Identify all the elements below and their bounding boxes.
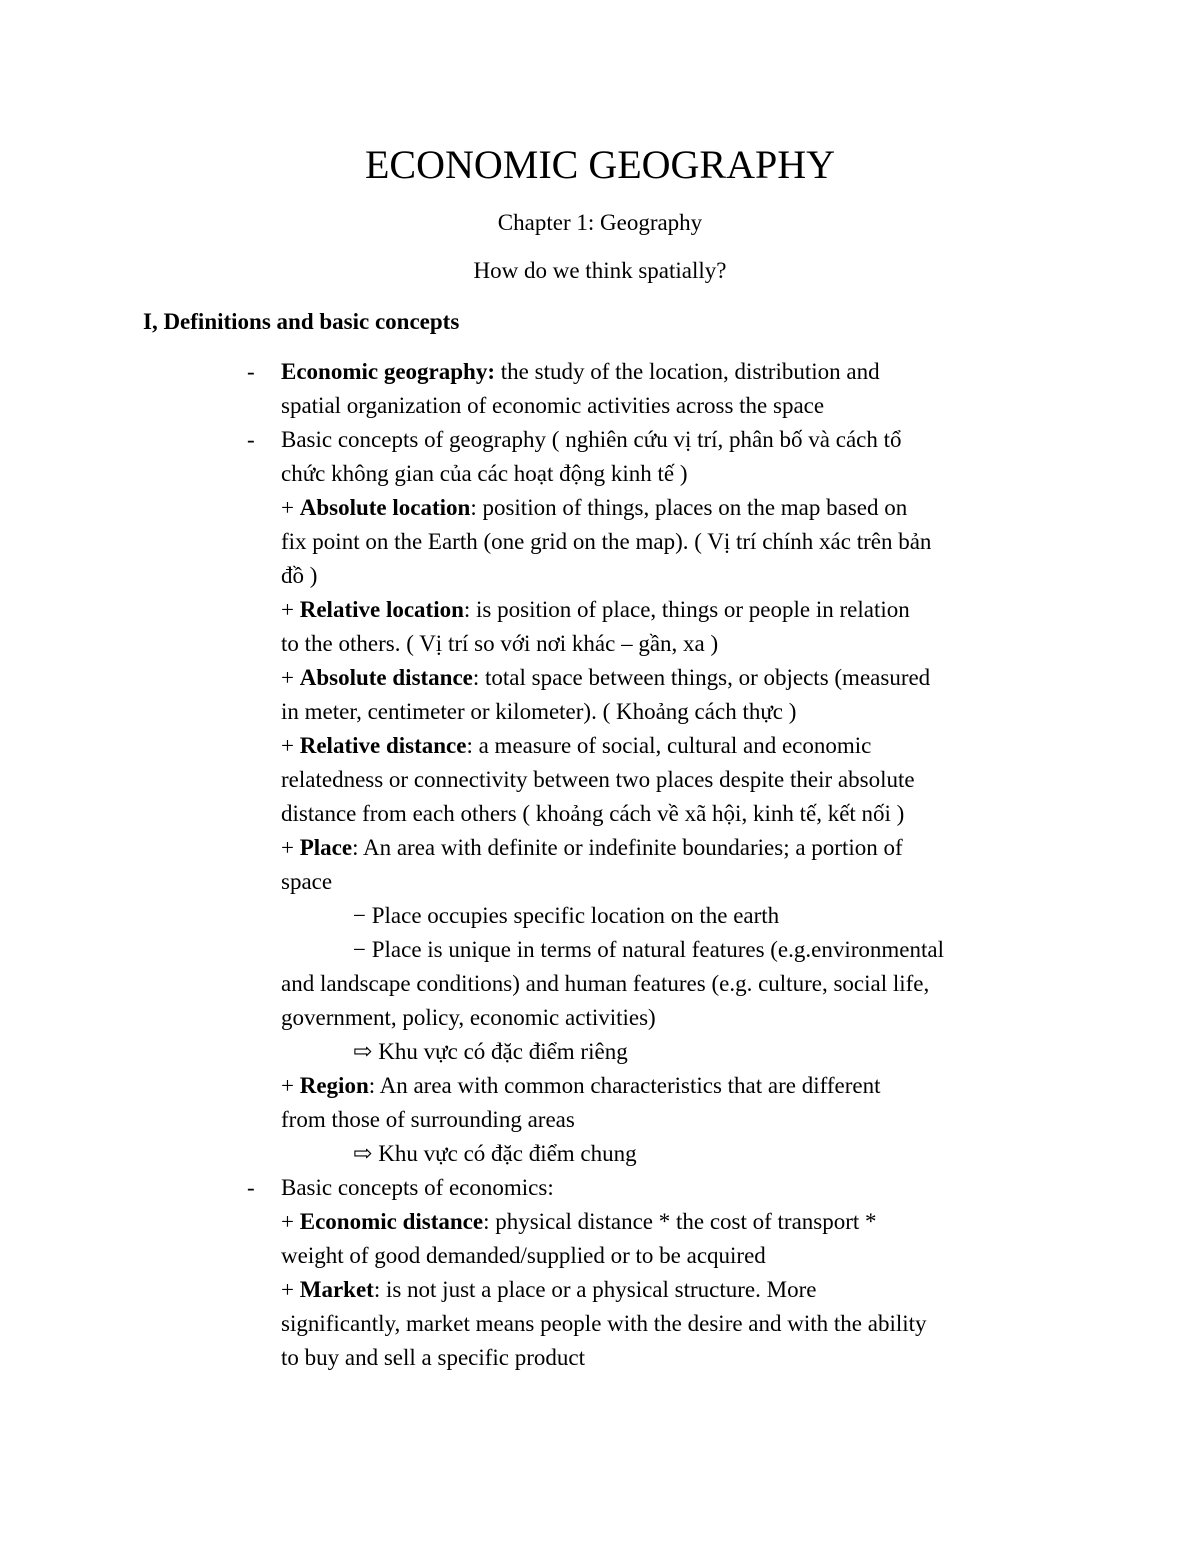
text-line	[0, 457, 1200, 491]
definition-text: chức không gian của các hoạt động kinh tế )	[281, 461, 688, 486]
definition-text: spatial organization of economic activities across the space	[281, 393, 825, 418]
text-line	[0, 1103, 1200, 1137]
section-heading: I, Definitions and basic concepts	[143, 309, 460, 334]
definition-text: : total space between things, or objects (measured	[472, 665, 931, 690]
definition-text: : is position of place, things or people in relation	[463, 597, 910, 622]
term-absolute-location: Absolute location	[299, 495, 471, 520]
definition-text: weight of good demanded/supplied or to be acquired	[281, 1243, 766, 1268]
text-line	[0, 1001, 1200, 1035]
definition-text: significantly, market means people with the desire and with the ability	[281, 1311, 927, 1336]
term-economic-distance: Economic distance	[299, 1209, 484, 1234]
definition-text: government, policy, economic activities)	[281, 1005, 656, 1030]
text-line	[0, 627, 1200, 661]
minus-bullet: −	[353, 903, 366, 928]
place-point-2	[0, 933, 1200, 967]
sub-item-relative-distance	[0, 729, 1200, 763]
term-place: Place	[299, 835, 353, 860]
text-line	[0, 559, 1200, 593]
plus-bullet: +	[281, 665, 294, 690]
plus-bullet: +	[281, 1073, 294, 1098]
definition-text: fix point on the Earth (one grid on the map). ( Vị trí chính xác trên bản	[281, 529, 932, 554]
region-note	[0, 1137, 1200, 1171]
place-point-1	[0, 899, 1200, 933]
definition-text: đồ )	[281, 563, 318, 588]
definition-text: to the others. ( Vị trí so với nơi khác – gần, xa )	[281, 631, 719, 656]
note-text: Khu vực có đặc điểm riêng	[378, 1039, 628, 1064]
definition-text: space	[281, 869, 333, 894]
definition-text: : An area with definite or indefinite boundaries; a portion of	[352, 835, 903, 860]
plus-bullet: +	[281, 733, 294, 758]
definition-text: Place is unique in terms of natural features (e.g.environmental	[365, 937, 944, 962]
sub-item-relative-location	[0, 593, 1200, 627]
definition-text: Basic concepts of economics:	[281, 1175, 554, 1200]
definition-text: : physical distance * the cost of transport *	[483, 1209, 877, 1234]
list-item-economic-geography	[0, 355, 1200, 389]
definition-text: relatedness or connectivity between two places despite their absolute	[281, 767, 915, 792]
chapter-title: Chapter 1: Geography	[497, 210, 703, 235]
text-line	[0, 1307, 1200, 1341]
definition-text: Basic concepts of geography ( nghiên cứu vị trí, phân bố và cách tổ	[281, 427, 902, 452]
definition-text: in meter, centimeter or kilometer). ( Khoảng cách thực )	[281, 699, 797, 724]
definition-text: and landscape conditions) and human features (e.g. culture, social life,	[281, 971, 930, 996]
minus-bullet: −	[353, 937, 366, 962]
sub-item-absolute-distance	[0, 661, 1200, 695]
right-arrow-icon: ⇨	[353, 1039, 373, 1064]
definition-text: distance from each others ( khoảng cách về xã hội, kinh tế, kết nối )	[281, 801, 905, 826]
definition-text: : position of things, places on the map based on	[470, 495, 908, 520]
plus-bullet: +	[281, 835, 294, 860]
plus-bullet: +	[281, 597, 294, 622]
dash-bullet: -	[247, 1175, 255, 1200]
sub-item-place	[0, 831, 1200, 865]
sub-item-market	[0, 1273, 1200, 1307]
section-content	[0, 355, 1200, 1375]
definition-text: from those of surrounding areas	[281, 1107, 575, 1132]
chapter-question: How do we think spatially?	[473, 258, 727, 283]
right-arrow-icon: ⇨	[353, 1141, 373, 1166]
plus-bullet: +	[281, 1277, 294, 1302]
definition-text: Place occupies specific location on the earth	[365, 903, 780, 928]
list-item-basic-economics	[0, 1171, 1200, 1205]
term-relative-location: Relative location	[299, 597, 464, 622]
text-line	[0, 389, 1200, 423]
plus-bullet: +	[281, 1209, 294, 1234]
note-text: Khu vực có đặc điểm chung	[378, 1141, 637, 1166]
definition-text: : a measure of social, cultural and economic	[466, 733, 872, 758]
term-absolute-distance: Absolute distance	[299, 665, 473, 690]
text-line	[0, 525, 1200, 559]
term-relative-distance: Relative distance	[299, 733, 467, 758]
term-economic-geography: Economic geography:	[281, 359, 496, 384]
place-note	[0, 1035, 1200, 1069]
text-line	[0, 865, 1200, 899]
dash-bullet: -	[247, 359, 255, 384]
sub-item-region	[0, 1069, 1200, 1103]
dash-bullet: -	[247, 427, 255, 452]
definition-text: to buy and sell a specific product	[281, 1345, 586, 1370]
term-region: Region	[299, 1073, 369, 1098]
text-line	[0, 763, 1200, 797]
definition-text: the study of the location, distribution and	[495, 359, 880, 384]
definition-text: : An area with common characteristics that are different	[368, 1073, 881, 1098]
document-title: ECONOMIC GEOGRAPHY	[364, 142, 836, 187]
text-line	[0, 967, 1200, 1001]
text-line	[0, 797, 1200, 831]
text-line	[0, 1341, 1200, 1375]
text-line	[0, 1239, 1200, 1273]
text-line	[0, 695, 1200, 729]
plus-bullet: +	[281, 495, 294, 520]
list-item-basic-geography	[0, 423, 1200, 457]
definition-text: : is not just a place or a physical structure. More	[373, 1277, 817, 1302]
sub-item-absolute-location	[0, 491, 1200, 525]
sub-item-economic-distance	[0, 1205, 1200, 1239]
term-market: Market	[299, 1277, 374, 1302]
